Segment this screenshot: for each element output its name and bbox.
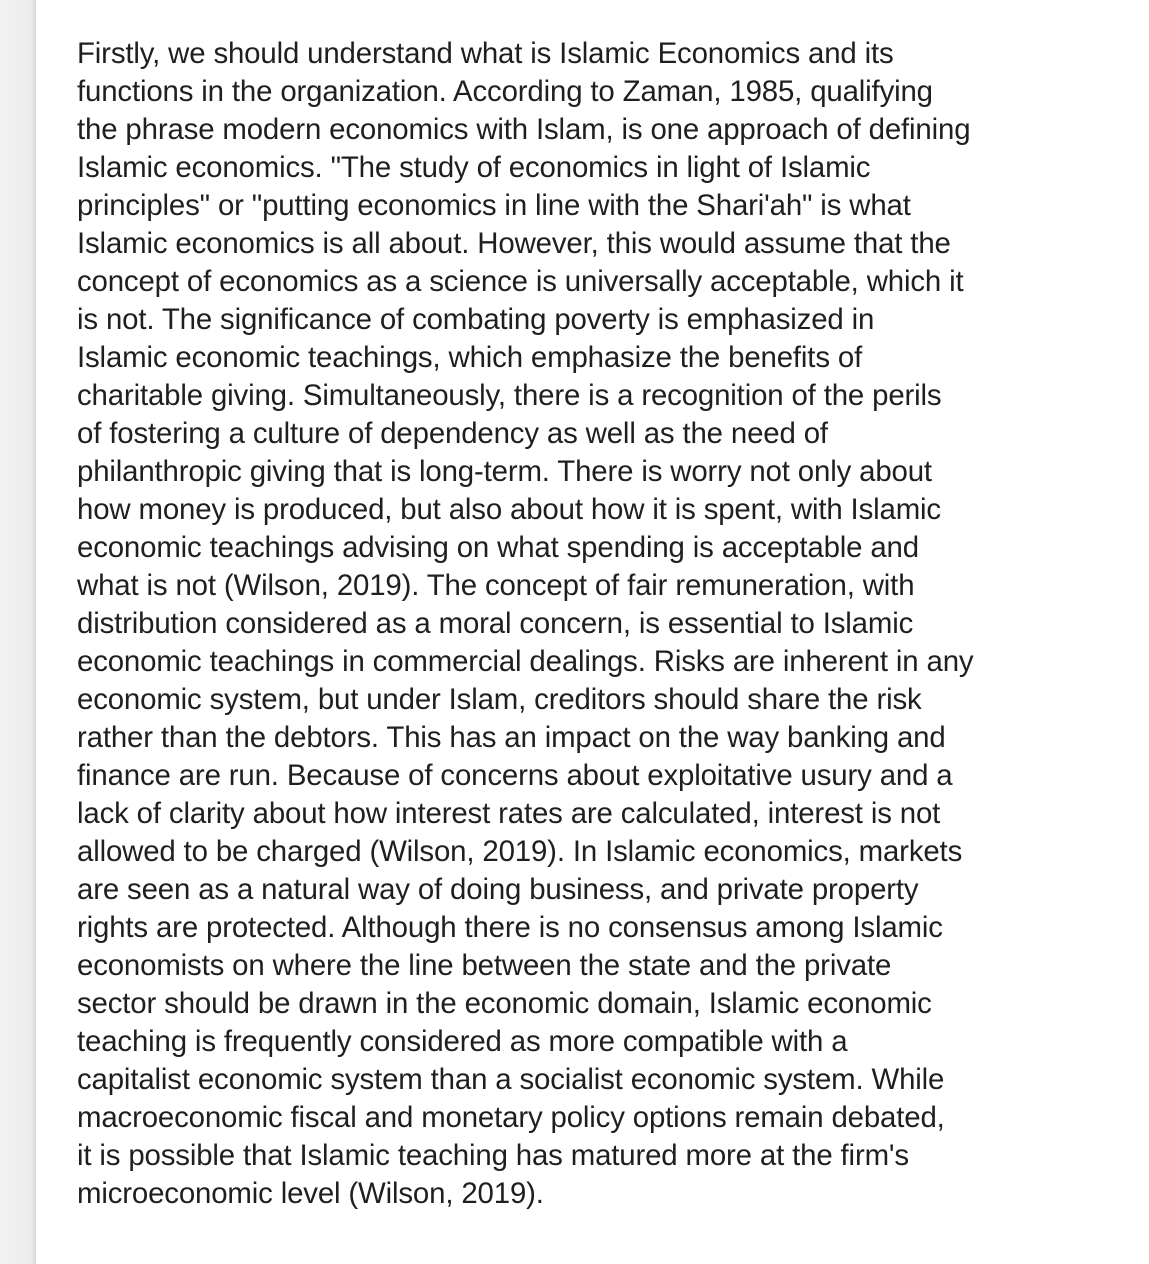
paragraph-line: macroeconomic fiscal and monetary policy options remain debated, — [77, 1101, 945, 1134]
paragraph-line: Islamic economic teachings, which emphasize the benefits of — [77, 341, 863, 374]
paragraph-line: economic system, but under Islam, creditors should share the risk — [77, 683, 922, 716]
paragraph-line: charitable giving. Simultaneously, there is a recognition of the perils — [77, 379, 942, 412]
page-left-margin — [0, 0, 36, 1264]
paragraph-line: Islamic economics is all about. However, this would assume that the — [77, 227, 951, 260]
body-paragraph — [77, 35, 1077, 1213]
paragraph-line: principles" or "putting economics in line with the Shari'ah" is what — [77, 189, 911, 222]
paragraph-line: economists on where the line between the state and the private — [77, 949, 892, 982]
paragraph-line: are seen as a natural way of doing business, and private property — [77, 873, 919, 906]
paragraph-line: of fostering a culture of dependency as well as the need of — [77, 417, 828, 450]
paragraph-line: what is not (Wilson, 2019). The concept of fair remuneration, with — [77, 569, 915, 602]
document-page — [36, 0, 1149, 1264]
paragraph-line: the phrase modern economics with Islam, is one approach of defining — [77, 113, 971, 146]
paragraph-line: distribution considered as a moral concern, is essential to Islamic — [77, 607, 914, 640]
paragraph-line: lack of clarity about how interest rates are calculated, interest is not — [77, 797, 941, 830]
paragraph-line: Firstly, we should understand what is Islamic Economics and its — [77, 37, 894, 70]
paragraph-line: sector should be drawn in the economic domain, Islamic economic — [77, 987, 932, 1020]
paragraph-line: philanthropic giving that is long-term. There is worry not only about — [77, 455, 932, 488]
paragraph-line: Islamic economics. "The study of economics in light of Islamic — [77, 151, 871, 184]
paragraph-line: is not. The significance of combating poverty is emphasized in — [77, 303, 875, 336]
paragraph-line: capitalist economic system than a socialist economic system. While — [77, 1063, 945, 1096]
paragraph-line: it is possible that Islamic teaching has matured more at the firm's — [77, 1139, 909, 1172]
paragraph-line: concept of economics as a science is universally acceptable, which it — [77, 265, 964, 298]
paragraph-line: how money is produced, but also about how it is spent, with Islamic — [77, 493, 941, 526]
paragraph-line: allowed to be charged (Wilson, 2019). In Islamic economics, markets — [77, 835, 963, 868]
paragraph-line: rather than the debtors. This has an impact on the way banking and — [77, 721, 946, 754]
paragraph-line: functions in the organization. According to Zaman, 1985, qualifying — [77, 75, 933, 108]
paragraph-line: finance are run. Because of concerns about exploitative usury and a — [77, 759, 953, 792]
paragraph-line: microeconomic level (Wilson, 2019). — [77, 1177, 544, 1210]
paragraph-line: economic teachings in commercial dealings. Risks are inherent in any — [77, 645, 974, 678]
paragraph-line: economic teachings advising on what spending is acceptable and — [77, 531, 919, 564]
paragraph-line: teaching is frequently considered as more compatible with a — [77, 1025, 848, 1058]
paragraph-line: rights are protected. Although there is no consensus among Islamic — [77, 911, 943, 944]
